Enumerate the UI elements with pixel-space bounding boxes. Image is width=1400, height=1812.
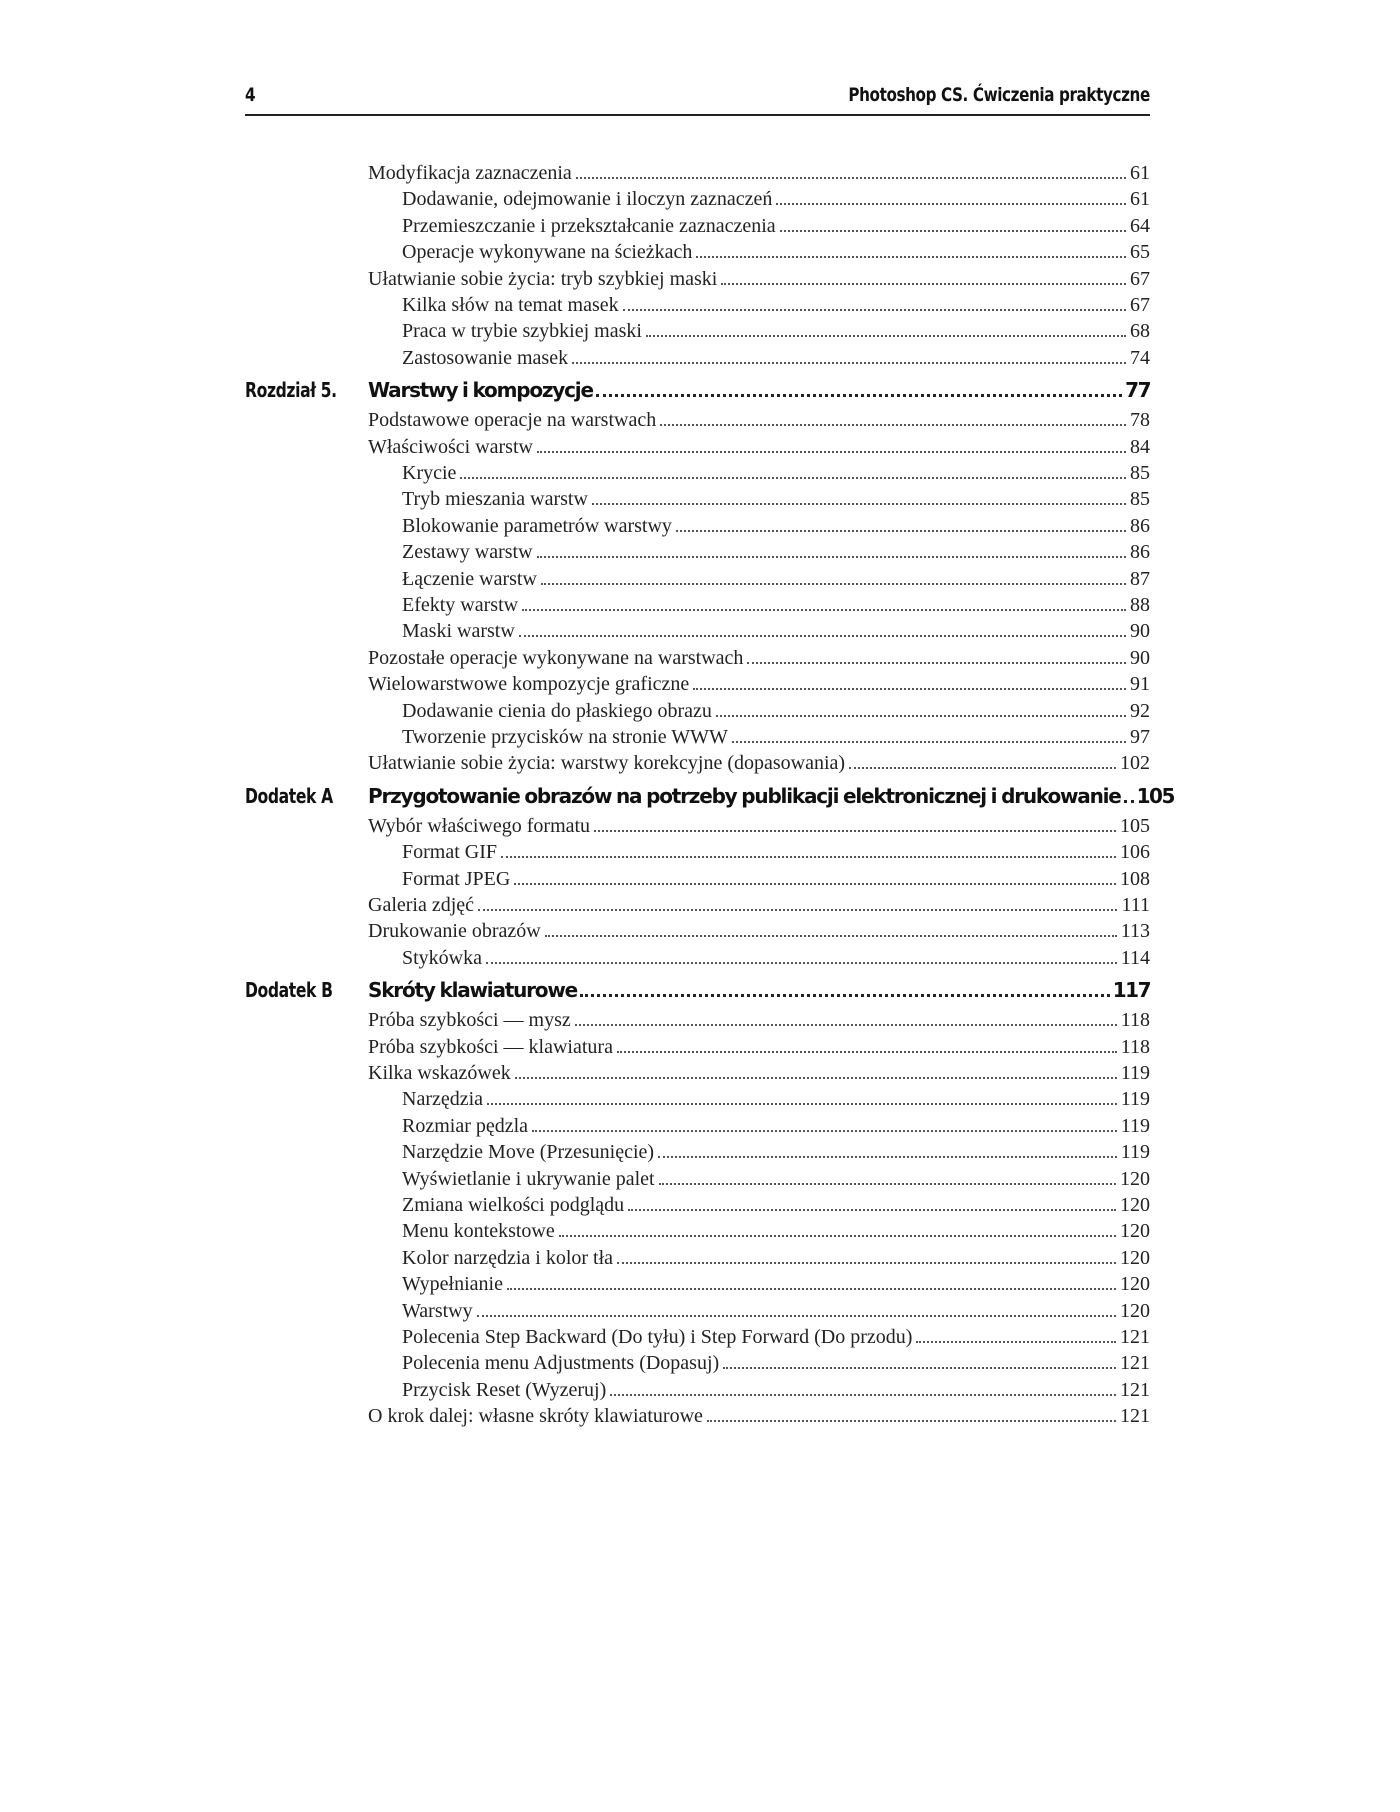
entry-title: Warstwy bbox=[402, 1299, 473, 1322]
chapter-label: Dodatek B bbox=[245, 978, 333, 1003]
dot-leader bbox=[693, 688, 1126, 690]
chapter-label: Dodatek A bbox=[245, 783, 333, 808]
dot-leader bbox=[507, 1288, 1116, 1290]
dot-leader bbox=[478, 909, 1117, 911]
entry-title: Przemieszczanie i przekształcanie zaznaczenia bbox=[402, 214, 776, 237]
entry-title: Wyświetlanie i ukrywanie palet bbox=[402, 1167, 655, 1190]
dot-leader bbox=[580, 994, 1110, 997]
dot-leader bbox=[916, 1341, 1116, 1343]
entry-title: Podstawowe operacje na warstwach bbox=[368, 409, 657, 432]
dot-leader bbox=[575, 1024, 1117, 1026]
entry-page-number: 119 bbox=[1120, 1088, 1150, 1111]
toc-chapter bbox=[0, 376, 1400, 406]
chapter-page-number: 77 bbox=[1125, 378, 1150, 403]
entry-page-number: 121 bbox=[1120, 1326, 1150, 1348]
entry-page-number: 119 bbox=[1120, 1062, 1150, 1084]
toc-entry bbox=[0, 752, 1400, 778]
dot-leader bbox=[594, 830, 1116, 832]
entry-title: Wybór właściwego formatu bbox=[368, 814, 591, 837]
dot-leader bbox=[660, 424, 1126, 426]
entry-title: Ułatwianie sobie życia: warstwy korekcyjne (dopasowania) bbox=[368, 752, 846, 775]
entry-title: Rozmiar pędzla bbox=[402, 1114, 529, 1137]
chapter-title: Warstwy i kompozycje bbox=[368, 378, 593, 403]
entry-page-number: 68 bbox=[1130, 320, 1150, 343]
entry-title: Kilka słów na temat masek bbox=[402, 294, 619, 316]
entry-page-number: 120 bbox=[1120, 1273, 1150, 1296]
toc-entry bbox=[0, 594, 1400, 620]
toc-entry bbox=[0, 541, 1400, 567]
entry-title: Kolor narzędzia i kolor tła bbox=[402, 1246, 614, 1269]
dot-leader bbox=[576, 177, 1126, 179]
entry-page-number: 97 bbox=[1130, 726, 1150, 748]
dot-leader bbox=[559, 1235, 1116, 1237]
entry-page-number: 91 bbox=[1130, 673, 1150, 696]
toc-entry bbox=[0, 620, 1400, 646]
entry-page-number: 61 bbox=[1130, 162, 1150, 184]
toc-entry bbox=[0, 726, 1400, 752]
toc-entry bbox=[0, 1194, 1400, 1220]
toc-entry bbox=[0, 894, 1400, 920]
toc-entry bbox=[0, 1352, 1400, 1378]
entry-title: Modyfikacja zaznaczenia bbox=[368, 162, 572, 184]
entry-page-number: 118 bbox=[1120, 1035, 1150, 1058]
toc-entry bbox=[0, 462, 1400, 488]
entry-page-number: 85 bbox=[1130, 462, 1150, 484]
toc-entry bbox=[0, 488, 1400, 514]
entry-title: Krycie bbox=[402, 462, 457, 484]
entry-page-number: 105 bbox=[1120, 814, 1150, 837]
dot-leader bbox=[545, 935, 1117, 937]
entry-title: Próba szybkości — klawiatura bbox=[368, 1035, 613, 1058]
running-header bbox=[245, 80, 1150, 116]
dot-leader bbox=[460, 477, 1126, 479]
dot-leader bbox=[501, 856, 1116, 858]
toc-entry bbox=[0, 1273, 1400, 1299]
entry-title: Tworzenie przycisków na stronie WWW bbox=[402, 726, 728, 748]
entry-title: Dodawanie cienia do płaskiego obrazu bbox=[402, 699, 712, 722]
entry-title: Menu kontekstowe bbox=[402, 1220, 555, 1243]
entry-page-number: 90 bbox=[1130, 620, 1150, 643]
entry-page-number: 87 bbox=[1130, 567, 1150, 590]
entry-title: Właściwości warstw bbox=[368, 435, 533, 458]
toc-entry bbox=[0, 947, 1400, 973]
toc-entry bbox=[0, 215, 1400, 241]
entry-title: Polecenia Step Backward (Do tyłu) i Step Forward (Do przodu) bbox=[402, 1326, 913, 1348]
toc-entry bbox=[0, 241, 1400, 267]
entry-title: Wypełnianie bbox=[402, 1273, 503, 1296]
entry-page-number: 120 bbox=[1120, 1299, 1150, 1322]
dot-leader bbox=[658, 1156, 1117, 1158]
entry-title: Łączenie warstw bbox=[402, 567, 537, 590]
toc-entry bbox=[0, 268, 1400, 294]
dot-leader bbox=[515, 1077, 1117, 1079]
entry-page-number: 121 bbox=[1120, 1378, 1150, 1401]
entry-page-number: 120 bbox=[1120, 1220, 1150, 1243]
entry-page-number: 67 bbox=[1130, 294, 1150, 316]
entry-page-number: 84 bbox=[1130, 435, 1150, 458]
toc-entry bbox=[0, 1088, 1400, 1114]
toc-entry bbox=[0, 1300, 1400, 1326]
dot-leader bbox=[477, 1315, 1116, 1317]
dot-leader bbox=[849, 767, 1116, 769]
entry-title: Narzędzie Move (Przesunięcie) bbox=[402, 1141, 655, 1164]
toc-entry bbox=[0, 920, 1400, 946]
entry-page-number: 113 bbox=[1120, 920, 1150, 943]
dot-leader bbox=[776, 203, 1126, 205]
page-number: 4 bbox=[245, 84, 256, 106]
entry-page-number: 90 bbox=[1130, 646, 1150, 669]
entry-title: Zastosowanie masek bbox=[402, 346, 569, 369]
entry-page-number: 78 bbox=[1130, 409, 1150, 432]
toc-entry bbox=[0, 815, 1400, 841]
toc-entry bbox=[0, 673, 1400, 699]
dot-leader bbox=[610, 1394, 1116, 1396]
entry-page-number: 65 bbox=[1130, 241, 1150, 264]
entry-page-number: 120 bbox=[1120, 1194, 1150, 1216]
toc-entry bbox=[0, 1141, 1400, 1167]
dot-leader bbox=[486, 962, 1117, 964]
dot-leader bbox=[617, 1051, 1117, 1053]
entry-page-number: 119 bbox=[1120, 1114, 1150, 1137]
toc-entry bbox=[0, 1326, 1400, 1352]
dot-leader bbox=[522, 609, 1126, 611]
dot-leader bbox=[592, 503, 1126, 505]
dot-leader bbox=[532, 1130, 1117, 1132]
entry-title: Przycisk Reset (Wyzeruj) bbox=[402, 1378, 607, 1401]
dot-leader bbox=[487, 1103, 1117, 1105]
entry-title: Dodawanie, odejmowanie i iloczyn zaznaczeń bbox=[402, 188, 773, 211]
dot-leader bbox=[780, 230, 1126, 232]
dot-leader bbox=[707, 1420, 1116, 1422]
entry-page-number: 67 bbox=[1130, 267, 1150, 290]
toc-entry bbox=[0, 347, 1400, 373]
entry-page-number: 61 bbox=[1130, 188, 1150, 211]
entry-page-number: 86 bbox=[1130, 541, 1150, 564]
entry-page-number: 121 bbox=[1120, 1405, 1150, 1428]
toc-entry bbox=[0, 1379, 1400, 1405]
dot-leader bbox=[716, 715, 1126, 717]
entry-page-number: 86 bbox=[1130, 514, 1150, 537]
entry-page-number: 102 bbox=[1120, 752, 1150, 775]
entry-page-number: 121 bbox=[1120, 1352, 1150, 1375]
dot-leader bbox=[537, 451, 1126, 453]
entry-page-number: 119 bbox=[1120, 1141, 1150, 1164]
toc-entry bbox=[0, 700, 1400, 726]
entry-page-number: 118 bbox=[1120, 1009, 1150, 1032]
entry-title: Stykówka bbox=[402, 946, 482, 969]
dot-leader bbox=[747, 662, 1126, 664]
toc-entry bbox=[0, 1247, 1400, 1273]
toc-entry bbox=[0, 568, 1400, 594]
toc-chapter bbox=[0, 782, 1400, 812]
toc-entry bbox=[0, 294, 1400, 320]
toc-entry bbox=[0, 1062, 1400, 1088]
dot-leader bbox=[723, 1367, 1116, 1369]
toc-entry bbox=[0, 188, 1400, 214]
entry-page-number: 64 bbox=[1130, 214, 1150, 237]
dot-leader bbox=[628, 1209, 1116, 1211]
entry-title: Operacje wykonywane na ścieżkach bbox=[402, 241, 693, 264]
entry-page-number: 74 bbox=[1130, 346, 1150, 369]
entry-page-number: 120 bbox=[1120, 1246, 1150, 1269]
toc-entry bbox=[0, 515, 1400, 541]
entry-page-number: 85 bbox=[1130, 488, 1150, 511]
entry-title: Zmiana wielkości podglądu bbox=[402, 1194, 625, 1216]
toc-entry bbox=[0, 409, 1400, 435]
dot-leader bbox=[676, 530, 1126, 532]
toc-entry bbox=[0, 436, 1400, 462]
toc-entry bbox=[0, 868, 1400, 894]
toc-entry bbox=[0, 1168, 1400, 1194]
entry-title: Format GIF bbox=[402, 841, 497, 864]
entry-page-number: 108 bbox=[1120, 867, 1150, 890]
entry-title: Blokowanie parametrów warstwy bbox=[402, 514, 672, 537]
toc-entry bbox=[0, 1036, 1400, 1062]
entry-title: Wielowarstwowe kompozycje graficzne bbox=[368, 673, 690, 696]
entry-page-number: 120 bbox=[1120, 1167, 1150, 1190]
entry-title: Maski warstw bbox=[402, 620, 515, 643]
toc-entry bbox=[0, 162, 1400, 188]
dot-leader bbox=[617, 1262, 1116, 1264]
chapter-label: Rozdział 5. bbox=[245, 378, 337, 403]
toc-entry bbox=[0, 1009, 1400, 1035]
entry-page-number: 106 bbox=[1120, 841, 1150, 864]
entry-title: Próba szybkości — mysz bbox=[368, 1009, 571, 1032]
dot-leader bbox=[623, 309, 1126, 311]
toc-entry bbox=[0, 1220, 1400, 1246]
entry-title: Narzędzia bbox=[402, 1088, 484, 1111]
entry-title: Galeria zdjęć bbox=[368, 894, 475, 916]
dot-leader bbox=[596, 394, 1122, 397]
entry-title: Format JPEG bbox=[402, 867, 511, 890]
dot-leader bbox=[659, 1183, 1116, 1185]
entry-title: O krok dalej: własne skróty klawiaturowe bbox=[368, 1405, 703, 1428]
entry-page-number: 111 bbox=[1121, 894, 1150, 916]
entry-title: Drukowanie obrazów bbox=[368, 920, 541, 943]
entry-title: Praca w trybie szybkiej maski bbox=[402, 320, 642, 343]
entry-title: Tryb mieszania warstw bbox=[402, 488, 588, 511]
entry-title: Efekty warstw bbox=[402, 594, 519, 616]
entry-page-number: 92 bbox=[1130, 699, 1150, 722]
entry-title: Kilka wskazówek bbox=[368, 1062, 511, 1084]
dot-leader bbox=[537, 556, 1126, 558]
toc-entry bbox=[0, 647, 1400, 673]
entry-title: Pozostałe operacje wykonywane na warstwach bbox=[368, 646, 744, 669]
dot-leader bbox=[541, 583, 1126, 585]
dot-leader bbox=[519, 635, 1126, 637]
dot-leader bbox=[696, 256, 1126, 258]
chapter-page-number: 105 bbox=[1136, 783, 1174, 808]
dot-leader bbox=[572, 362, 1126, 364]
book-title: Photoshop CS. Ćwiczenia praktyczne bbox=[848, 84, 1150, 106]
entry-title: Ułatwianie sobie życia: tryb szybkiej maski bbox=[368, 267, 718, 290]
toc-entry bbox=[0, 320, 1400, 346]
dot-leader bbox=[646, 335, 1126, 337]
toc-chapter bbox=[0, 976, 1400, 1006]
toc-entry bbox=[0, 1405, 1400, 1431]
chapter-title: Przygotowanie obrazów na potrzeby publikacji elektronicznej i drukowanie bbox=[368, 783, 1121, 808]
toc-entry bbox=[0, 841, 1400, 867]
dot-leader bbox=[1124, 800, 1134, 803]
chapter-page-number: 117 bbox=[1112, 978, 1150, 1003]
entry-title: Zestawy warstw bbox=[402, 541, 533, 564]
dot-leader bbox=[721, 283, 1126, 285]
entry-title: Polecenia menu Adjustments (Dopasuj) bbox=[402, 1352, 720, 1375]
entry-page-number: 114 bbox=[1120, 946, 1150, 969]
dot-leader bbox=[732, 741, 1126, 743]
toc-entry bbox=[0, 1115, 1400, 1141]
entry-page-number: 88 bbox=[1130, 594, 1150, 616]
chapter-title: Skróty klawiaturowe bbox=[368, 978, 577, 1003]
dot-leader bbox=[514, 883, 1116, 885]
